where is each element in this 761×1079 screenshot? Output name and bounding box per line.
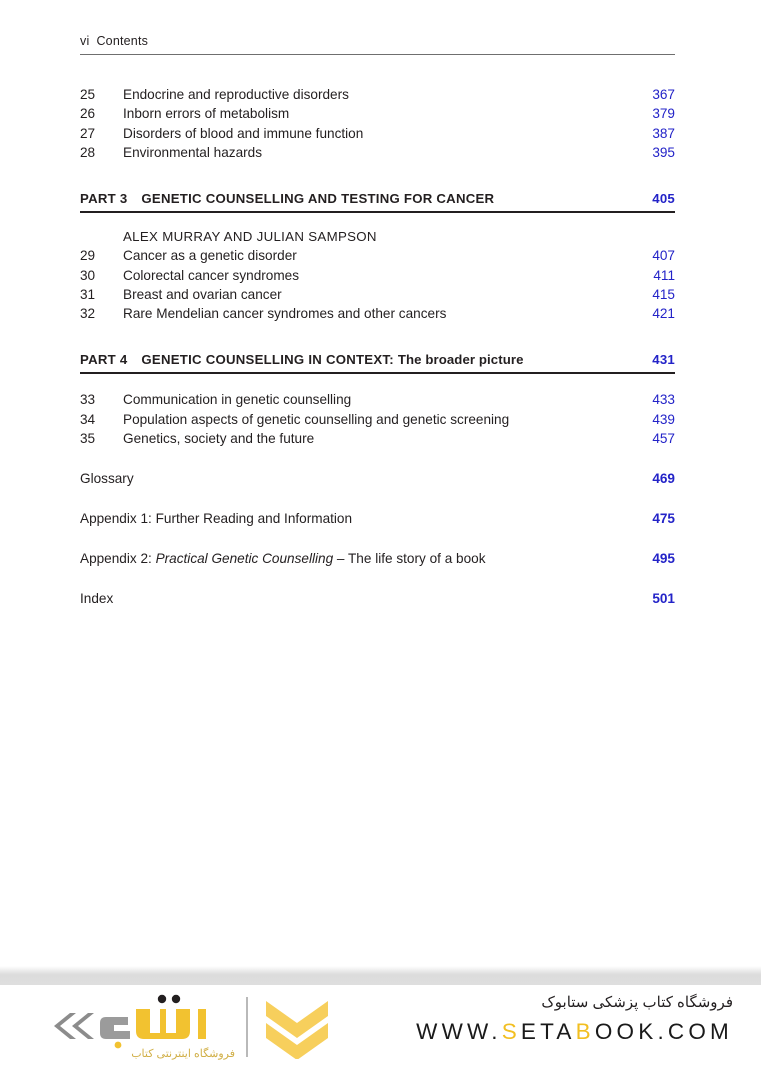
toc-row[interactable] xyxy=(80,410,675,429)
chapter-number: 33 xyxy=(80,392,96,408)
chapter-page-number: 387 xyxy=(652,125,675,141)
chapter-page-number: 421 xyxy=(652,306,675,322)
chapter-page-number: 411 xyxy=(653,267,675,283)
chapter-number: 25 xyxy=(80,87,96,102)
chapter-title: Disorders of blood and immune function xyxy=(123,125,364,141)
header-rule xyxy=(80,54,675,55)
back-matter-row-glossary[interactable] xyxy=(80,469,675,488)
part-4-label: PART 4 xyxy=(80,351,128,367)
chapter-list-part3 xyxy=(80,246,675,324)
back-matter-row-appendix-1[interactable] xyxy=(80,509,675,528)
part-3-rule xyxy=(80,211,675,214)
back-matter-title-text: Appendix 1: Further Reading and Information xyxy=(80,511,353,527)
site-branding xyxy=(416,993,733,1045)
part-3-label: PART 3 xyxy=(80,190,128,206)
back-matter-title-text: Glossary xyxy=(80,471,134,487)
back-matter-page-number: 469 xyxy=(652,471,675,487)
chapter-number: 30 xyxy=(80,267,96,283)
chapter-list-part2-tail xyxy=(80,85,675,163)
chapter-title: Colorectal cancer syndromes xyxy=(123,267,300,283)
chapter-page-number: 433 xyxy=(652,392,675,408)
setabook-logo[interactable] xyxy=(40,989,320,1075)
url-segment-eta: ETA xyxy=(520,1019,576,1044)
chapter-title: Endocrine and reproductive disorders xyxy=(123,87,349,102)
back-matter-title xyxy=(80,509,629,528)
chapter-number: 35 xyxy=(80,431,96,447)
logo-subtitle: فروشگاه اینترنتی کتاب xyxy=(131,1048,235,1060)
toc-row[interactable] xyxy=(80,104,675,123)
back-matter-page-number: 475 xyxy=(652,511,675,527)
toc-row[interactable] xyxy=(80,124,675,143)
toc-row[interactable] xyxy=(80,143,675,162)
back-matter-row-index[interactable] xyxy=(80,589,675,608)
part-3-section xyxy=(80,191,675,324)
chapter-number: 29 xyxy=(80,248,96,264)
back-matter-list xyxy=(80,469,675,608)
url-segment-www: WWW. xyxy=(416,1019,502,1044)
back-matter-title xyxy=(80,469,629,488)
double-chevron-icon xyxy=(262,997,332,1059)
url-accent-b: B xyxy=(575,1019,595,1044)
chapter-page-number: 439 xyxy=(652,411,675,427)
part-3-heading[interactable] xyxy=(80,191,675,211)
chapter-title: Population aspects of genetic counselling and genetic screening xyxy=(123,411,510,427)
chapter-number: 32 xyxy=(80,306,96,322)
back-matter-title-suffix: – The life story of a book xyxy=(333,551,486,567)
chapter-title: Rare Mendelian cancer syndromes and other cancers xyxy=(123,306,447,322)
part-4-title-subtitle: The broader picture xyxy=(397,351,524,367)
footer-separator-band xyxy=(0,966,761,985)
toc-row[interactable] xyxy=(80,390,675,409)
chapter-number: 34 xyxy=(80,411,96,427)
chapter-title: Environmental hazards xyxy=(123,145,263,161)
chapter-page-number: 379 xyxy=(652,106,675,122)
site-url[interactable] xyxy=(416,1019,733,1045)
chapter-title: Inborn errors of metabolism xyxy=(123,106,290,122)
site-tagline: فروشگاه کتاب پزشکی ستابوک xyxy=(541,994,733,1011)
spacer xyxy=(80,374,675,390)
chapter-list-part4 xyxy=(80,390,675,448)
back-matter-title-text: Appendix 2: xyxy=(80,551,156,567)
logo-divider xyxy=(246,997,248,1057)
back-matter-title-text: Index xyxy=(80,591,114,607)
toc-row[interactable] xyxy=(80,266,675,285)
toc-row[interactable] xyxy=(80,246,675,265)
setabook-wordmark-icon xyxy=(40,993,235,1053)
chapter-page-number: 457 xyxy=(652,431,675,447)
chapter-page-number: 367 xyxy=(652,87,675,102)
chapter-page-number: 415 xyxy=(652,286,675,302)
chapter-title: Cancer as a genetic disorder xyxy=(123,248,297,264)
chapter-number: 31 xyxy=(80,286,96,302)
folio-number: vi xyxy=(80,34,90,48)
back-matter-title xyxy=(80,589,629,608)
chapter-number: 27 xyxy=(80,125,96,141)
running-head-label: Contents xyxy=(96,34,149,48)
chapter-number: 28 xyxy=(80,145,96,161)
toc-row[interactable] xyxy=(80,85,675,104)
chapter-page-number: 407 xyxy=(652,248,675,264)
back-matter-row-appendix-2[interactable] xyxy=(80,549,675,568)
url-segment-ook-com: OOK.COM xyxy=(594,1019,733,1044)
toc-row[interactable] xyxy=(80,304,675,323)
back-matter-page-number: 501 xyxy=(652,591,675,607)
part-4-title-caps: GENETIC COUNSELLING IN CONTEXT: xyxy=(141,351,394,367)
part-4-page-number: 431 xyxy=(652,351,675,367)
url-accent-s: S xyxy=(501,1019,521,1044)
chapter-page-number: 395 xyxy=(652,145,675,161)
part-4-heading[interactable] xyxy=(80,352,675,372)
page-content xyxy=(80,34,675,608)
part-4-title xyxy=(141,352,629,367)
running-head xyxy=(80,34,675,54)
back-matter-title xyxy=(80,549,629,568)
chapter-title: Breast and ovarian cancer xyxy=(123,286,282,302)
footer-banner xyxy=(0,985,761,1079)
back-matter-page-number: 495 xyxy=(652,551,675,567)
chapter-title: Genetics, society and the future xyxy=(123,431,315,447)
toc-row[interactable] xyxy=(80,285,675,304)
part-3-title: GENETIC COUNSELLING AND TESTING FOR CANCER xyxy=(141,190,495,206)
part-3-authors: ALEX MURRAY AND JULIAN SAMPSON xyxy=(123,229,377,245)
back-matter-title-italic: Practical Genetic Counselling xyxy=(155,551,334,567)
part-3-page-number: 405 xyxy=(652,190,675,206)
chapter-title: Communication in genetic counselling xyxy=(123,392,352,408)
chapter-number: 26 xyxy=(80,106,96,122)
toc-row[interactable] xyxy=(80,429,675,448)
part-4-section xyxy=(80,352,675,449)
